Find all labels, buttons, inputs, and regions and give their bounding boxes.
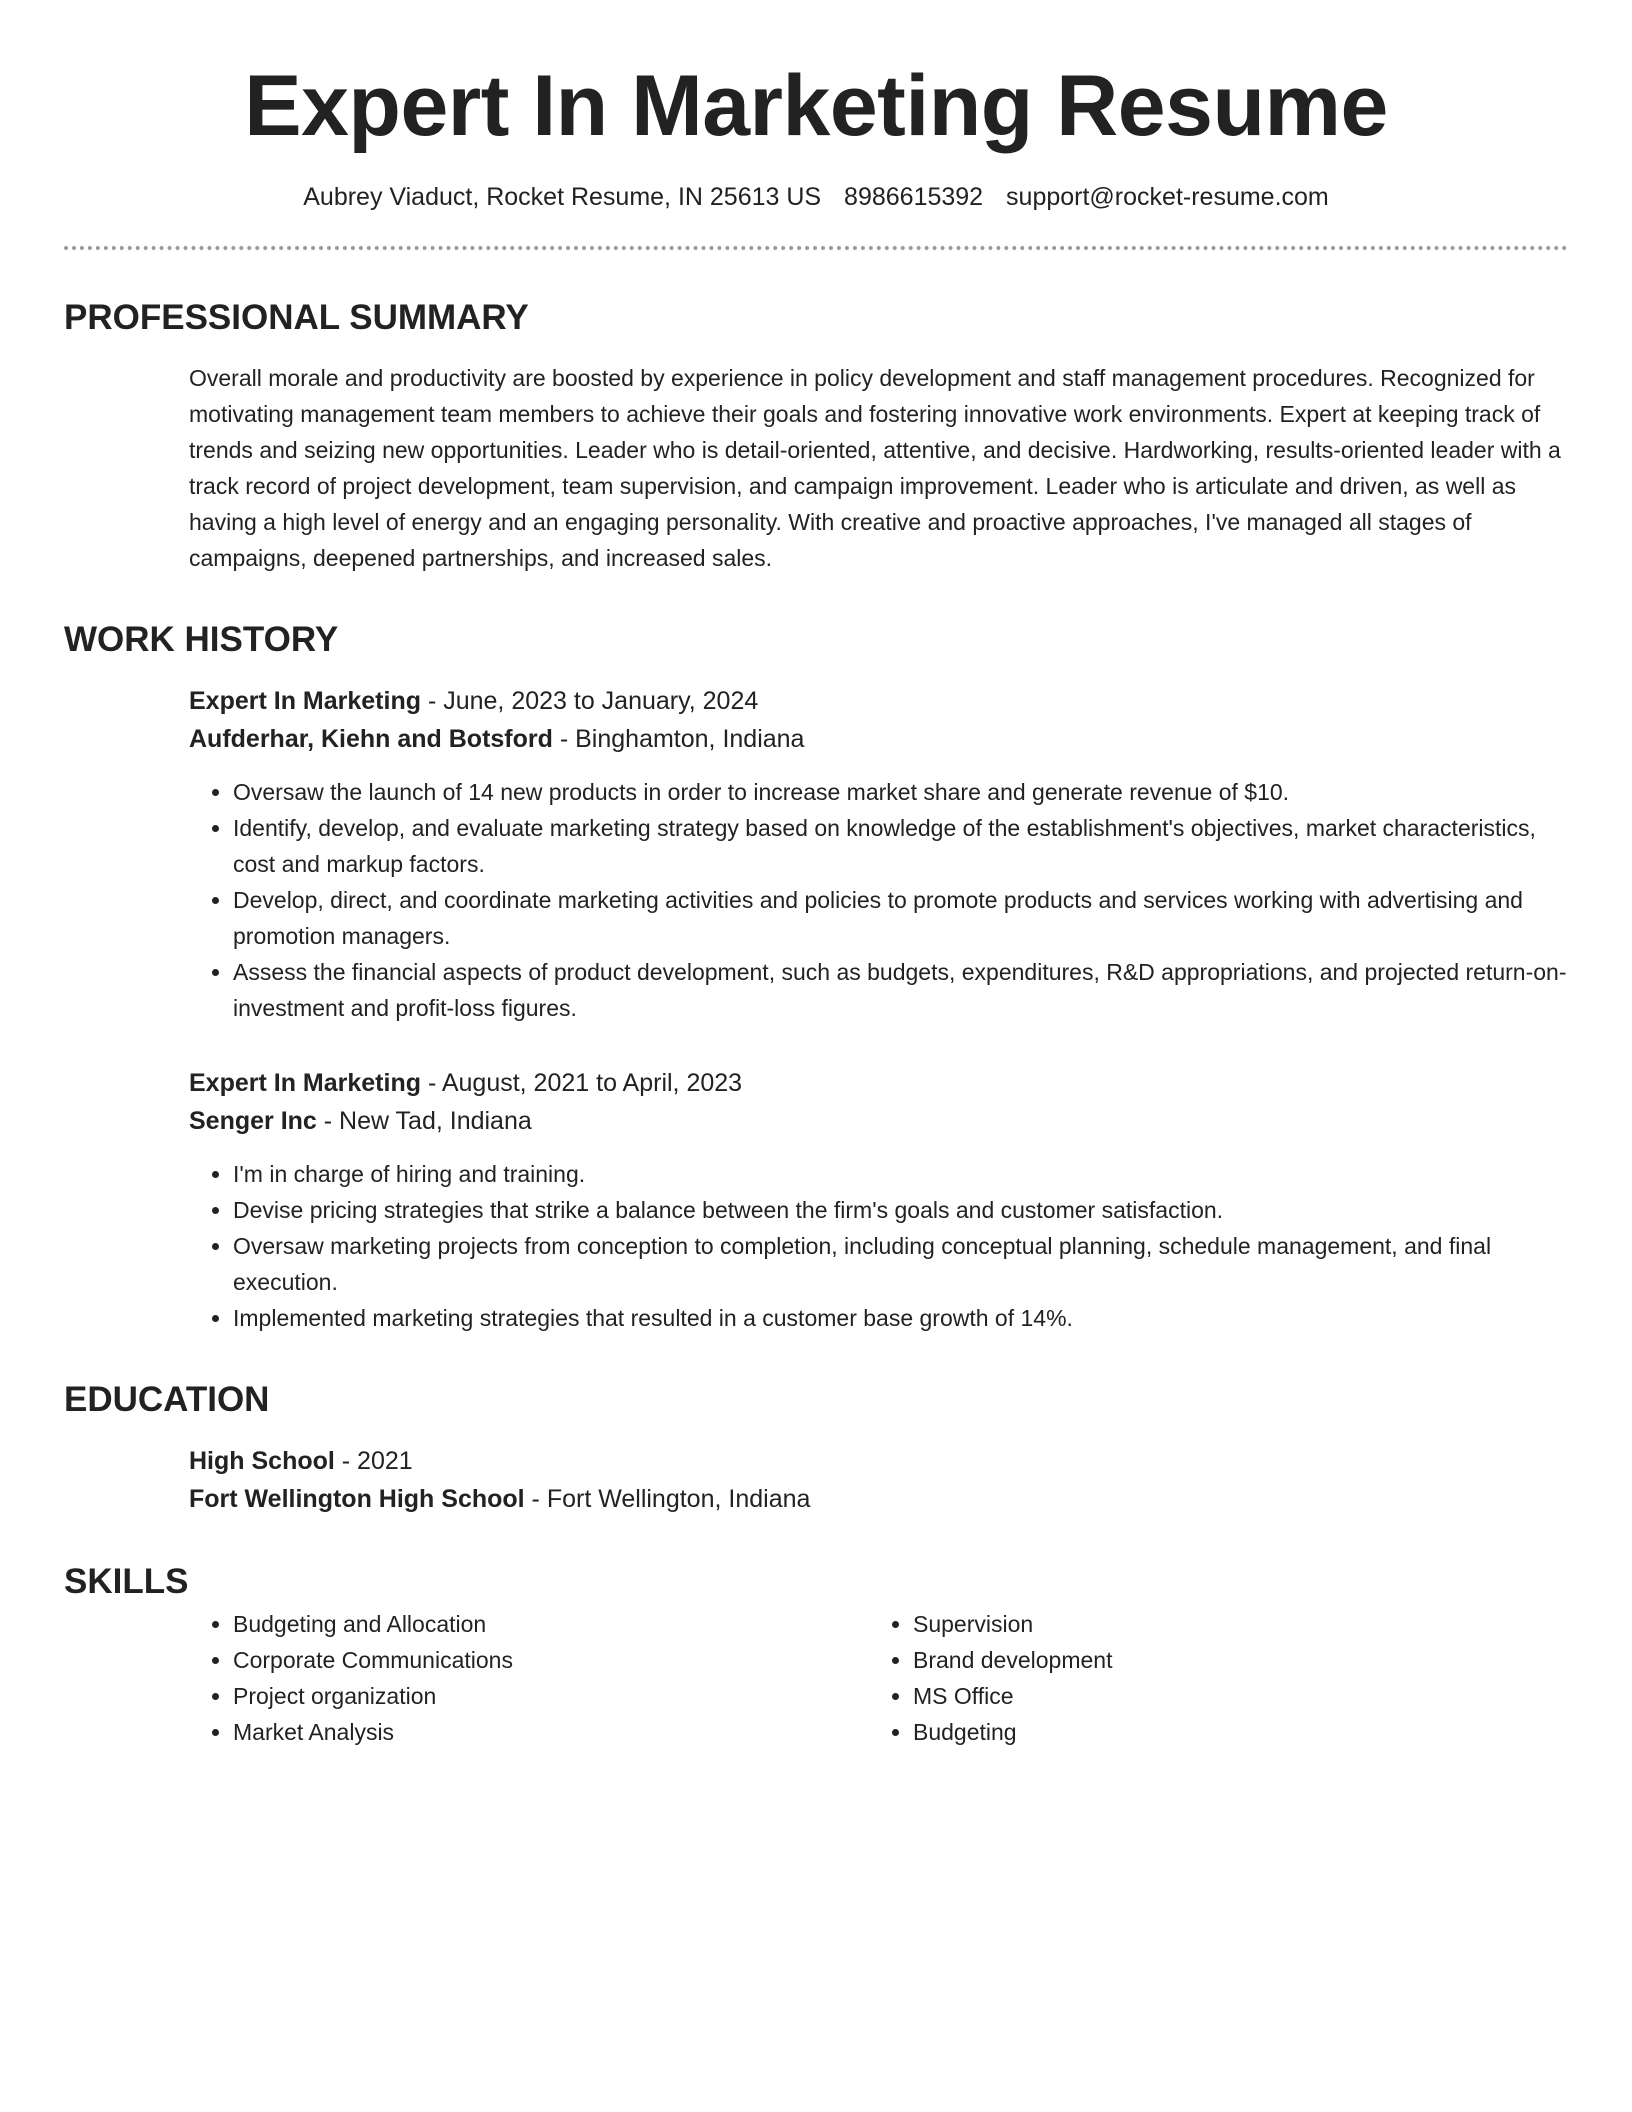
skill-item: • MS Office (913, 1678, 1549, 1714)
summary-section (64, 296, 1568, 576)
job-bullet: • I'm in charge of hiring and training. (233, 1156, 1568, 1192)
job-bullet: • Devise pricing strategies that strike a balance between the firm's goals and customer satisfaction. (233, 1192, 1568, 1228)
job-title: Expert In Marketing (189, 687, 421, 715)
skill-item: • Project organization (233, 1678, 869, 1714)
job-company-line (189, 720, 1568, 758)
summary-heading: PROFESSIONAL SUMMARY (64, 298, 529, 337)
resume-title: Expert In Marketing Resume (244, 58, 1388, 154)
education-year: - 2021 (334, 1447, 413, 1475)
education-body (189, 1442, 1568, 1518)
job-company-line (189, 1102, 1568, 1140)
summary-text: Overall morale and productivity are boosted by experience in policy development and staff management procedures. Recognized for motivating management team members to achieve their goals and fostering innovative work environments. Expert at keeping track of trends and seizing new opportunities. Leader who is detail-oriented, attentive, and decisive. Hardworking, results-oriented leader with a track record of project development, team supervision, and campaign improvement. Leader who is articulate and driven, as well as having a high level of energy and an engaging personality. With creative and proactive approaches, I've managed all stages of campaigns, deepened partnerships, and increased sales. (189, 365, 1561, 571)
job-company: Senger Inc (189, 1107, 317, 1135)
job-dates: - June, 2023 to January, 2024 (421, 687, 759, 715)
job-title-line (189, 682, 1568, 720)
job-company: Aufderhar, Kiehn and Botsford (189, 725, 553, 753)
job-bullets (189, 1156, 1568, 1336)
contact-address: Aubrey Viaduct, Rocket Resume, IN 25613 US (303, 183, 822, 211)
job-bullet: • Oversaw marketing projects from conception to completion, including conceptual planning, schedule management, and final execution. (233, 1228, 1568, 1300)
job-bullet: • Identify, develop, and evaluate marketing strategy based on knowledge of the establishment's objectives, market characteristics, cost and markup factors. (233, 810, 1568, 882)
skill-item: • Corporate Communications (233, 1642, 869, 1678)
education-degree: High School (189, 1447, 335, 1475)
skills-list-left (189, 1606, 869, 1750)
skills-grid (189, 1606, 1568, 1750)
job-title-line (189, 1064, 1568, 1102)
summary-body (189, 360, 1568, 576)
job-title: Expert In Marketing (189, 1069, 421, 1097)
skill-item: • Brand development (913, 1642, 1549, 1678)
education-location: - Fort Wellington, Indiana (524, 1485, 811, 1513)
job-entry (189, 1064, 1568, 1336)
header-divider (64, 246, 1568, 250)
education-school: Fort Wellington High School (189, 1485, 525, 1513)
work-history-section (64, 618, 1568, 1336)
contact-line (64, 182, 1568, 212)
skill-item: • Budgeting (913, 1714, 1549, 1750)
job-location: - Binghamton, Indiana (552, 725, 805, 753)
skills-heading: SKILLS (64, 1562, 189, 1601)
education-degree-line (189, 1442, 1568, 1480)
contact-email: support@rocket-resume.com (1006, 183, 1329, 211)
education-school-line (189, 1480, 1568, 1518)
job-bullet: • Oversaw the launch of 14 new products in order to increase market share and generate revenue of $10. (233, 774, 1568, 810)
skills-section (64, 1560, 1568, 1750)
job-bullet: • Implemented marketing strategies that resulted in a customer base growth of 14%. (233, 1300, 1568, 1336)
education-section (64, 1378, 1568, 1518)
job-bullet: • Develop, direct, and coordinate marketing activities and policies to promote products and services working with advertising and promotion managers. (233, 882, 1568, 954)
job-dates: - August, 2021 to April, 2023 (421, 1069, 743, 1097)
skill-item: • Supervision (913, 1606, 1549, 1642)
work-history-heading: WORK HISTORY (64, 620, 339, 659)
education-heading: EDUCATION (64, 1380, 270, 1419)
job-location: - New Tad, Indiana (316, 1107, 532, 1135)
work-history-body (189, 682, 1568, 1336)
skill-item: • Budgeting and Allocation (233, 1606, 869, 1642)
job-entry (189, 682, 1568, 1026)
job-bullets (189, 774, 1568, 1026)
skills-list-right (869, 1606, 1549, 1750)
skill-item: • Market Analysis (233, 1714, 869, 1750)
contact-phone: 8986615392 (844, 183, 984, 211)
job-bullet: • Assess the financial aspects of product development, such as budgets, expenditures, R&D appropriations, and projected return-on-investment and profit-loss figures. (233, 954, 1568, 1026)
